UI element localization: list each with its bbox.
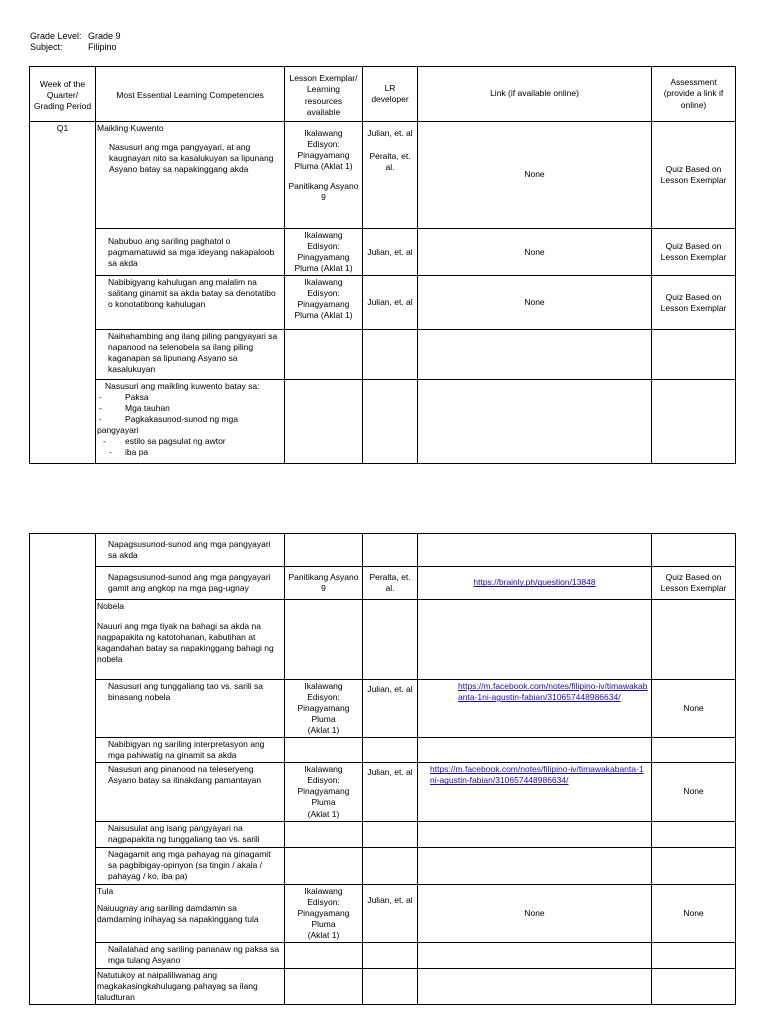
assessment-cell	[652, 330, 736, 380]
lr-developer-cell	[363, 968, 418, 1004]
link-cell	[418, 600, 652, 680]
link-cell	[418, 968, 652, 1004]
assessment-cell: None	[652, 680, 736, 738]
reference-link[interactable]: https://brainly.ph/question/13848	[473, 577, 596, 588]
list-item: - Paksa	[99, 392, 149, 403]
lesson-cell	[285, 738, 363, 763]
assessment-cell	[652, 380, 736, 464]
table-header-row	[30, 67, 736, 122]
lr-developer-cell: Julian, et. al	[363, 680, 418, 738]
quarter-cell	[30, 534, 96, 1005]
lr-developer-cell: Julian, et. al	[363, 229, 418, 276]
section-title: Tula	[97, 885, 114, 896]
list-item: - iba pa	[109, 447, 149, 458]
lesson-cell	[285, 600, 363, 680]
lr-developer-cell	[363, 122, 418, 229]
link-cell	[418, 680, 652, 738]
reference-link[interactable]: https://m.facebook.com/notes/filipino-iv/timawakabanta-1ni-agustin-fabian/310657448986634/	[458, 681, 648, 703]
table-row	[30, 276, 736, 330]
lr-developer-cell	[363, 942, 418, 968]
lr-developer-cell	[363, 847, 418, 884]
lesson-cell	[285, 763, 363, 821]
link-cell	[418, 942, 652, 968]
col-header-lr-developer: LR developer	[363, 67, 418, 122]
col-header-week: Week of the Quarter/ Grading Period	[30, 67, 96, 122]
lr-developer-cell: Julian, et. al	[363, 276, 418, 330]
table-row	[30, 680, 736, 738]
assessment-cell	[652, 847, 736, 884]
link-cell: None	[418, 884, 652, 942]
table-row	[30, 330, 736, 380]
grade-level-line	[30, 31, 121, 43]
table-row	[30, 122, 736, 229]
lesson-text: Panitikang Asyano 9	[288, 181, 359, 203]
link-cell	[418, 380, 652, 464]
table-row	[30, 380, 736, 464]
table-row	[30, 763, 736, 821]
table-row	[30, 738, 736, 763]
competency-cell	[96, 884, 285, 942]
assessment-cell: None	[652, 763, 736, 821]
table-row	[30, 534, 736, 567]
lr-developer-cell	[363, 738, 418, 763]
list-item: - Pagkakasunod-sunod ng mga	[99, 414, 238, 425]
lesson-cell: Ikalawang Edisyon: Pinagyamang Pluma (Aklat 1)	[285, 229, 363, 276]
competency-cell	[96, 122, 285, 229]
lesson-text: Ikalawang Edisyon: Pinagyamang Pluma	[297, 681, 350, 725]
competency-cell	[96, 600, 285, 680]
subject-label: Subject:	[30, 42, 63, 52]
competency-text: Nasusuri ang maikling kuwento batay sa:	[105, 381, 260, 392]
assessment-cell	[652, 821, 736, 847]
link-cell	[418, 763, 652, 821]
reference-link[interactable]: https://m.facebook.com/notes/filipino-iv/timawakabanta-1ni-agustin-fabian/310657448986634/	[430, 764, 644, 786]
assessment-cell: None	[652, 884, 736, 942]
link-cell: None	[418, 229, 652, 276]
competency-text: Napagsusunod-sunod ang mga pangyayari gamit ang angkop na mga pag-ugnay	[96, 567, 285, 600]
link-cell	[418, 534, 652, 567]
competency-text: Naisusulat ang isang pangyayari na nagpapakita ng tunggaliang tao vs. sarili	[96, 821, 285, 847]
lr-developer-text: Julian, et. al	[367, 128, 413, 138]
lesson-cell	[285, 122, 363, 229]
lesson-cell	[285, 680, 363, 738]
table-row	[30, 884, 736, 942]
table-row	[30, 968, 736, 1004]
competency-text: Nauuri ang mga tiyak na bahagi sa akda na nagpapakita ng katotohanan, kabutihan at kagandahan batay sa napakinggang bahagi ng nobela	[97, 621, 274, 665]
grade-level-value: Grade 9	[88, 31, 121, 41]
lesson-text: (Aklat 1)	[307, 725, 340, 736]
col-header-assessment: Assessment (provide a link if online)	[652, 67, 736, 122]
lesson-cell	[285, 847, 363, 884]
competency-text: Nailalahad ang sariling pananaw ng paksa sa mga tulang Asyano	[96, 942, 285, 968]
lr-developer-cell	[363, 821, 418, 847]
assessment-cell	[652, 942, 736, 968]
link-cell	[418, 847, 652, 884]
list-item: - estilo sa pagsulat ng awtor	[103, 436, 226, 447]
link-cell	[418, 330, 652, 380]
competency-text: Napagsusunod-sunod ang mga pangyayari sa akda	[96, 534, 285, 567]
link-cell: None	[418, 122, 652, 229]
lr-developer-cell: Julian, et. al	[363, 763, 418, 821]
lr-developer-cell: Peralta, et. al.	[363, 567, 418, 600]
link-cell: None	[418, 276, 652, 330]
col-header-lesson: Lesson Exemplar/ Learning resources available	[285, 67, 363, 122]
competency-text: Nasusuri ang mga pangyayari, at ang kaugnayan nito sa kasalukuyan sa lipunang Asyano batay sa napakinggang akda	[109, 142, 274, 175]
lesson-cell	[285, 942, 363, 968]
subject-value: Filipino	[88, 42, 117, 52]
lesson-text: Ikalawang Edisyon: Pinagyamang Pluma (Aklat 1)	[294, 128, 353, 172]
assessment-cell: Quiz Based on Lesson Exemplar	[652, 229, 736, 276]
col-header-melc: Most Essential Learning Competencies	[96, 67, 285, 122]
competency-text: Natutukoy at naipaliliwanag ang magkakasingkahulugang pahayag sa ilang taludturan	[96, 968, 285, 1004]
lr-developer-cell	[363, 534, 418, 567]
competency-text: Nabibigyang kahulugan ang malalim na salitang ginamit sa akda batay sa denotatibo o konotatibong kahulugan	[96, 276, 285, 330]
col-header-link: Link (if available online)	[418, 67, 652, 122]
list-item-continued: pangyayari	[97, 425, 139, 436]
lesson-cell	[285, 968, 363, 1004]
competency-text: Nabubuo ang sariling paghatol o pagmamatuwid sa mga ideyang nakapaloob sa akda	[96, 229, 285, 276]
assessment-cell: Quiz Based on Lesson Exemplar	[652, 567, 736, 600]
competency-text: Nagagamit ang mga pahayag na ginagamit sa pagbibigay-opinyon (sa tingin / akala / pahayag / ko, iba pa)	[96, 847, 285, 884]
lr-developer-cell	[363, 330, 418, 380]
competency-cell	[96, 380, 285, 464]
lr-developer-text: Peralta, et. al.	[369, 151, 411, 173]
competency-text: Nasusuri ang tunggaliang tao vs. sarili sa binasang nobela	[96, 680, 285, 738]
table-row	[30, 229, 736, 276]
melc-table-page2	[29, 533, 736, 1005]
link-cell	[418, 821, 652, 847]
link-cell	[418, 738, 652, 763]
lesson-text: Ikalawang Edisyon: Pinagyamang Pluma	[297, 764, 350, 808]
lesson-cell	[285, 380, 363, 464]
subject-line	[30, 42, 117, 54]
lr-developer-cell: Julian, et. al	[363, 884, 418, 942]
section-title: Maikling Kuwento	[97, 123, 164, 133]
link-cell	[418, 567, 652, 600]
table-row	[30, 600, 736, 680]
lesson-cell: Ikalawang Edisyon: Pinagyamang Pluma (Aklat 1)	[285, 276, 363, 330]
assessment-cell: Quiz Based on Lesson Exemplar	[652, 122, 736, 229]
competency-text: Nasusuri ang pinanood na teleseryeng Asyano batay sa itinakdang pamantayan	[96, 763, 285, 821]
lesson-text: Ikalawang Edisyon: Pinagyamang Pluma	[297, 885, 350, 929]
competency-text: Naiuugnay ang sariling damdamin sa damdaming inihayag sa napakinggang tula	[97, 902, 259, 924]
lr-developer-cell	[363, 380, 418, 464]
assessment-cell	[652, 738, 736, 763]
lesson-text: (Aklat 1)	[307, 929, 340, 940]
lesson-text: (Aklat 1)	[307, 808, 340, 819]
assessment-cell	[652, 968, 736, 1004]
lesson-cell	[285, 821, 363, 847]
competency-text: Naihahambing ang ilang piling pangyayari sa napanood na telenobela sa ilang piling kaganapan sa lipunang Asyano sa kasalukuyan	[96, 330, 285, 380]
melc-table-page1	[29, 66, 736, 464]
quarter-cell: Q1	[30, 122, 96, 464]
list-item: - Mga tauhan	[99, 403, 170, 414]
lesson-cell	[285, 534, 363, 567]
section-title: Nobela	[97, 601, 124, 611]
assessment-cell	[652, 600, 736, 680]
lesson-cell	[285, 884, 363, 942]
grade-level-label: Grade Level:	[30, 31, 82, 41]
assessment-cell	[652, 534, 736, 567]
assessment-cell: Quiz Based on Lesson Exemplar	[652, 276, 736, 330]
table-row	[30, 847, 736, 884]
lesson-cell: Panitikang Asyano 9	[285, 567, 363, 600]
competency-text: Nabibigyan ng sariling interpretasyon ang mga pahiwatig na ginamit sa akda	[96, 738, 285, 763]
lr-developer-cell	[363, 600, 418, 680]
table-row	[30, 821, 736, 847]
table-row	[30, 942, 736, 968]
table-row	[30, 567, 736, 600]
lesson-cell	[285, 330, 363, 380]
